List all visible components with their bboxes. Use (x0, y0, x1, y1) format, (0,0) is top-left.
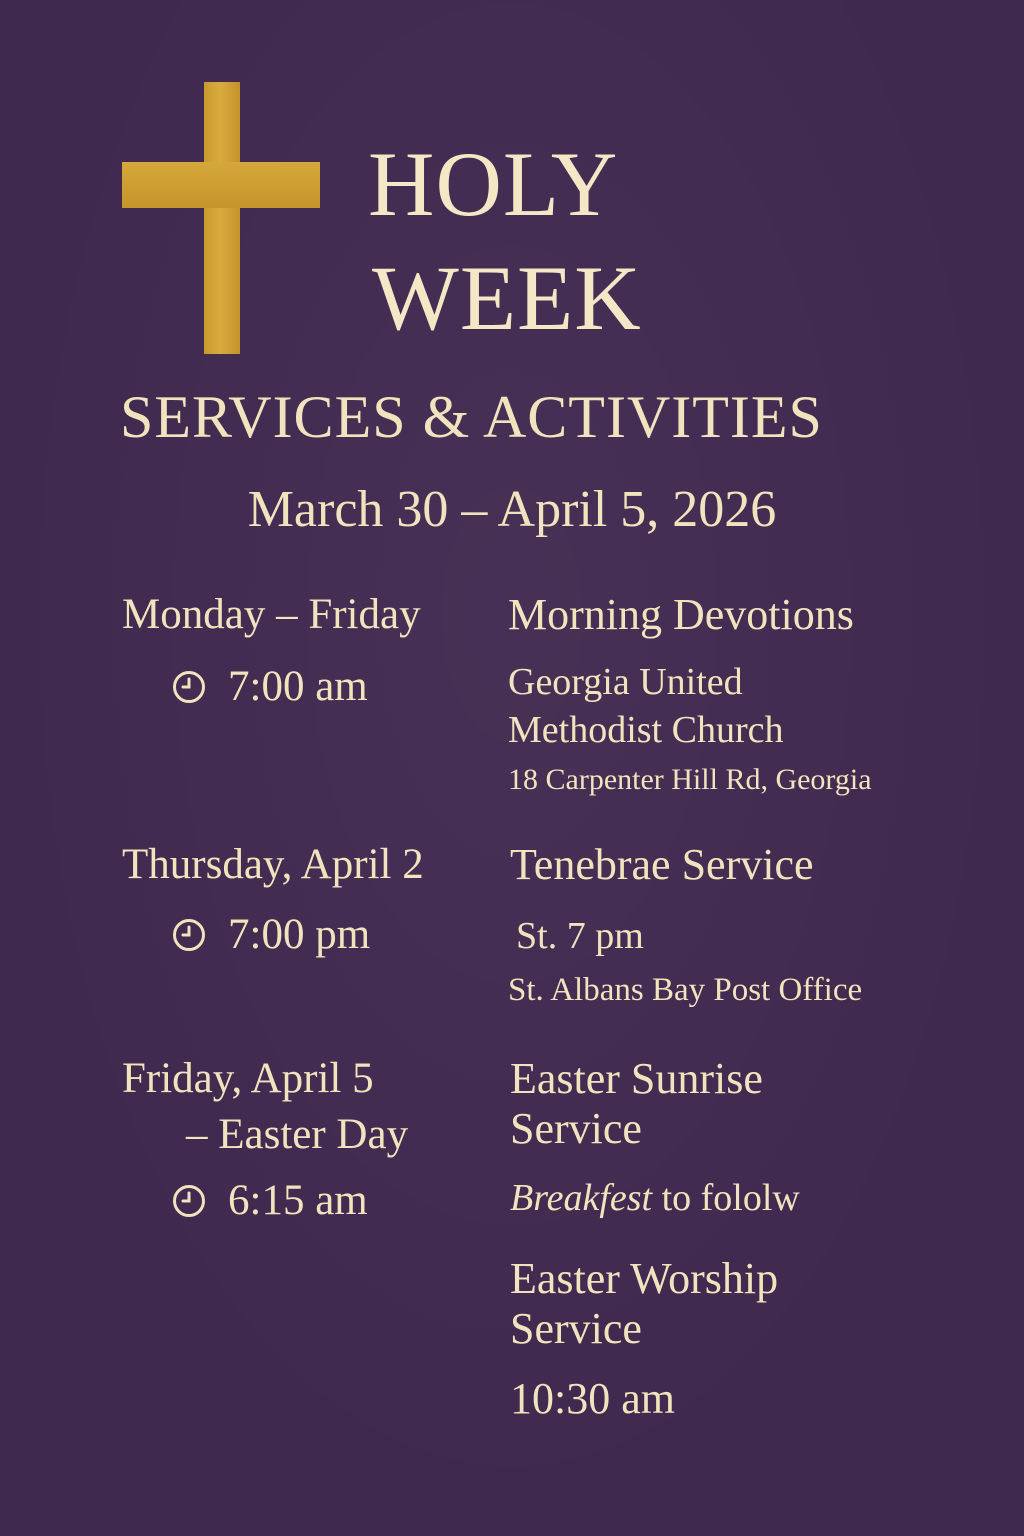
block1-address: 18 Carpenter Hill Rd, Georgia (508, 763, 872, 796)
block3-event1-line2: Service (510, 1104, 642, 1153)
date-range: March 30 – April 5, 2026 (247, 481, 777, 538)
block1-venue-line2: Methodist Church (508, 709, 784, 751)
block3-event2-line1: Easter Worship (510, 1254, 779, 1303)
block2-day: Thursday, April 2 (122, 841, 424, 888)
clock-icon (172, 918, 206, 952)
block2-location: St. Albans Bay Post Office (508, 972, 863, 1008)
clock-icon (172, 670, 206, 704)
block3-note-italic: Breakfest (510, 1177, 653, 1219)
block2-event: Tenebrae Service (510, 840, 814, 889)
subtitle: SERVICES & ACTIVITIES (120, 384, 823, 450)
block2-time: 7:00 pm (228, 911, 371, 958)
block3-note (510, 1174, 800, 1222)
cross-vertical-bar (204, 82, 240, 354)
block1-time: 7:00 am (228, 663, 368, 710)
block3-note-rest: to fololw (652, 1177, 800, 1219)
block1-day: Monday – Friday (122, 591, 421, 638)
block3-day-line2: – Easter Day (186, 1111, 409, 1158)
block3-time: 6:15 am (228, 1177, 368, 1224)
block2-time-row (172, 910, 370, 960)
block3-event2-time: 10:30 am (510, 1374, 675, 1423)
title-line-week: WEEK (372, 247, 642, 349)
block1-event: Morning Devotions (508, 590, 854, 639)
clock-icon (172, 1184, 206, 1218)
block1-time-row (172, 662, 368, 712)
block2-detail: St. 7 pm (516, 915, 644, 957)
block1-venue-line1: Georgia United (508, 661, 743, 703)
title-line-holy: HOLY (368, 133, 619, 235)
block3-event2-line2: Service (510, 1304, 642, 1353)
block3-event1-line1: Easter Sunrise (510, 1054, 763, 1103)
cross-horizontal-bar (122, 162, 320, 208)
block3-time-row (172, 1176, 368, 1226)
block3-day-line1: Friday, April 5 (122, 1055, 374, 1102)
